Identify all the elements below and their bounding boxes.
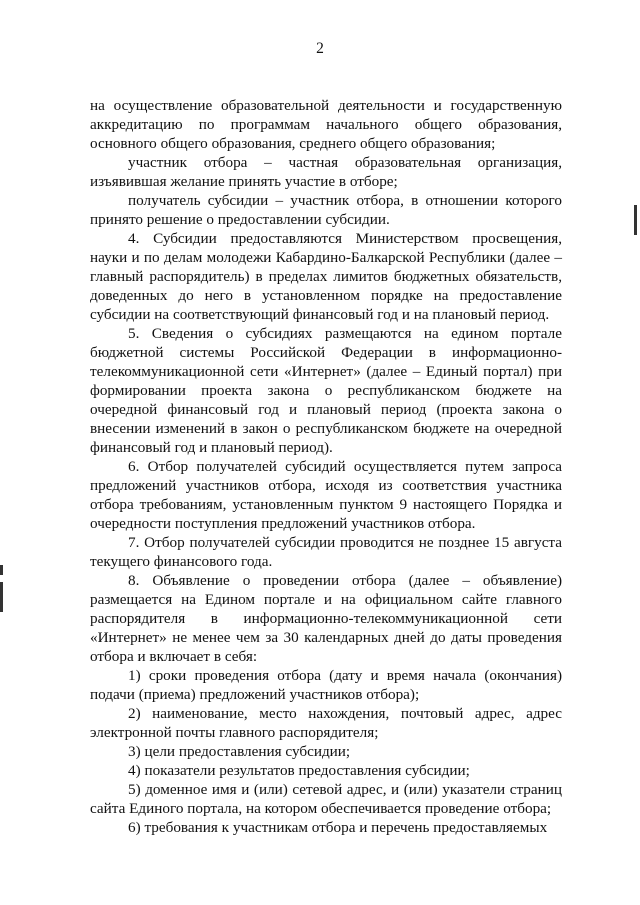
paragraph-item-4: 4. Субсидии предоставляются Министерством просвещения, науки и по делам молодежи Кабардино-Балкарской Республики (далее – главный распорядитель) в пределах лимитов бюджетных обязательств, доведенных до него в установленном порядке на предоставление субсидии на соответствующий финансовый год и на плановый период.: [90, 230, 562, 323]
paragraph-item-5: 5. Сведения о субсидиях размещаются на едином портале бюджетной системы Российской Федерации в информационно-телекоммуникационной сети «Интернет» (далее – Единый портал) при формировании проекта закона о республиканском бюджете на очередной финансовый год и плановый период (проекта закона о внесении изменений в закон о республиканском бюджете на очередной финансовый год и плановый период).: [90, 325, 562, 456]
paragraph-license-continuation: на осуществление образовательной деятельности и государственную аккредитацию по программам начального общего образования, основного общего образования, среднего общего образования;: [90, 97, 562, 152]
paragraph-item-7: 7. Отбор получателей субсидии проводится не позднее 15 августа текущего финансового года.: [90, 534, 562, 570]
list-item-5: 5) доменное имя и (или) сетевой адрес, и (или) указатели страниц сайта Единого портала, на котором обеспечивается проведение отбора;: [90, 781, 562, 817]
list-item-4: 4) показатели результатов предоставления субсидии;: [128, 762, 470, 779]
scan-edge-mark: [0, 565, 3, 575]
paragraph-recipient-definition: получатель субсидии – участник отбора, в отношении которого принято решение о предоставлении субсидии.: [90, 192, 562, 228]
paragraph-item-6: 6. Отбор получателей субсидий осуществляется путем запроса предложений участников отбора, исходя из соответствия участника отбора требованиям, установленным пунктом 9 настоящего Порядка и очередности поступления предложений участников отбора.: [90, 458, 562, 532]
paragraph-participant-definition: участник отбора – частная образовательная организация, изъявившая желание принять участие в отборе;: [90, 154, 562, 190]
scan-edge-mark: [634, 205, 637, 235]
page-number: 2: [316, 40, 324, 57]
list-item-2: 2) наименование, место нахождения, почтовый адрес, адрес электронной почты главного распорядителя;: [90, 705, 562, 741]
scan-edge-mark: [0, 582, 3, 612]
list-item-3: 3) цели предоставления субсидии;: [128, 743, 351, 760]
list-item-6: 6) требования к участникам отбора и перечень предоставляемых: [128, 819, 548, 836]
list-item-1: 1) сроки проведения отбора (дату и время начала (окончания) подачи (приема) предложений участников отбора);: [90, 667, 562, 703]
paragraph-item-8: 8. Объявление о проведении отбора (далее – объявление) размещается на Едином портале и на официальном сайте главного распорядителя в информационно-телекоммуникационной сети «Интернет» не менее чем за 30 календарных дней до даты проведения отбора и включает в себя:: [90, 572, 562, 665]
document-body: [90, 96, 562, 837]
